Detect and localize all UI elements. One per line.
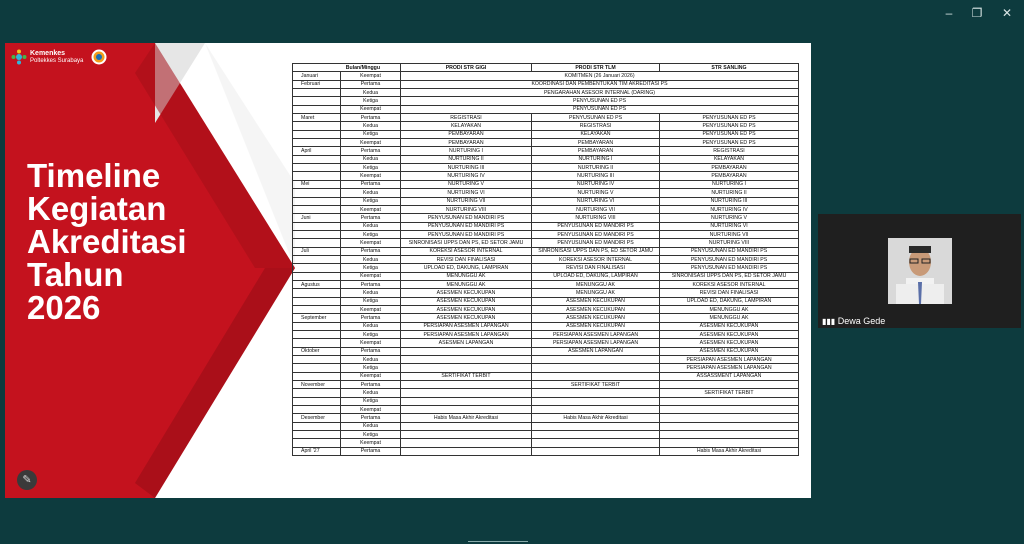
activity-cell [401, 364, 532, 372]
activity-cell: NURTURING VI [532, 197, 660, 205]
table-row [293, 264, 799, 272]
week-cell: Pertama [341, 114, 401, 122]
table-row [293, 180, 799, 188]
activity-cell [660, 422, 799, 430]
table-row [293, 122, 799, 130]
activity-cell [660, 414, 799, 422]
activity-cell: UPLOAD ED, DAKUNG, LAMPIRAN [401, 264, 532, 272]
activity-cell: REGISTRASI [532, 122, 660, 130]
participant-video-image [888, 238, 952, 304]
month-cell [293, 272, 341, 280]
month-cell: Agustus [293, 280, 341, 288]
month-cell [293, 372, 341, 380]
poltekkes-emblem-icon [90, 48, 108, 66]
week-cell: Pertama [341, 347, 401, 355]
activity-cell: PENYUSUNAN ED MANDIRI PS [660, 264, 799, 272]
month-cell [293, 197, 341, 205]
table-row [293, 280, 799, 288]
activity-cell: NURTURING V [401, 180, 532, 188]
table-row [293, 322, 799, 330]
month-cell [293, 222, 341, 230]
activity-cell: ASESMEN KECUKUPAN [532, 297, 660, 305]
table-row [293, 222, 799, 230]
table-row [293, 414, 799, 422]
activity-cell: PENYUSUNAN ED MANDIRI PS [532, 239, 660, 247]
activity-cell: NURTURING VII [660, 230, 799, 238]
month-cell [293, 255, 341, 263]
month-cell: Juni [293, 214, 341, 222]
month-cell: April [293, 147, 341, 155]
activity-cell: KELAYAKAN [660, 155, 799, 163]
activity-cell [660, 397, 799, 405]
month-cell: Februari [293, 80, 341, 88]
month-cell: April '27 [293, 447, 341, 455]
activity-cell [401, 406, 532, 414]
activity-cell [401, 422, 532, 430]
activity-cell: PENYUSUNAN ED MANDIRI PS [660, 255, 799, 263]
month-cell [293, 389, 341, 397]
window-maximize-button[interactable]: ❐ [971, 6, 983, 20]
week-cell: Keempat [341, 339, 401, 347]
kemenkes-logo-icon [11, 49, 27, 65]
activity-cell: ASESMEN KECUKUPAN [532, 314, 660, 322]
header-cell: Bulan/Minggu [293, 64, 401, 72]
table-row [293, 439, 799, 447]
table-row [293, 105, 799, 113]
week-cell: Pertama [341, 314, 401, 322]
activity-cell: PENYUSUNAN ED MANDIRI PS [401, 230, 532, 238]
table-row [293, 422, 799, 430]
table-row [293, 247, 799, 255]
activity-cell: Habis Masa Akhir Akreditasi [401, 414, 532, 422]
activity-cell: PEMBAYARAN [401, 139, 532, 147]
activity-cell: PERSIAPAN ASESMEN LAPANGAN [660, 356, 799, 364]
activity-cell: NURTURING VI [401, 189, 532, 197]
activity-cell [532, 447, 660, 455]
table-row [293, 305, 799, 313]
month-cell [293, 205, 341, 213]
activity-cell: MENUNGGU AK [401, 280, 532, 288]
table-row [293, 255, 799, 263]
activity-cell: NURTURING VIII [660, 239, 799, 247]
activity-cell [401, 447, 532, 455]
table-row [293, 314, 799, 322]
week-cell: Pertama [341, 381, 401, 389]
month-cell [293, 172, 341, 180]
activity-cell: PERSIAPAN ASESMEN LAPANGAN [532, 331, 660, 339]
shared-slide [5, 43, 811, 498]
table-row [293, 347, 799, 355]
month-cell: Juli [293, 247, 341, 255]
table-row [293, 130, 799, 138]
activity-cell: NURTURING III [660, 197, 799, 205]
activity-cell: PEMBAYARAN [532, 139, 660, 147]
activity-cell: PERSIAPAN ASESMEN LAPANGAN [532, 339, 660, 347]
table-row [293, 205, 799, 213]
logo-line1: Kemenkes [30, 49, 66, 57]
table-row [293, 230, 799, 238]
table-row [293, 372, 799, 380]
week-cell: Kedua [341, 89, 401, 97]
activity-cell [532, 406, 660, 414]
month-cell [293, 439, 341, 447]
table-row [293, 447, 799, 455]
activity-cell: KOREKSI ASESOR INTERNAL [660, 280, 799, 288]
month-cell [293, 331, 341, 339]
table-header-row [293, 64, 799, 72]
activity-cell: ASESMEN KECUKUPAN [401, 297, 532, 305]
activity-cell: ASSASSMENT LAPANGAN [660, 372, 799, 380]
activity-cell: KELAYAKAN [401, 122, 532, 130]
month-cell [293, 155, 341, 163]
week-cell: Kedua [341, 189, 401, 197]
activity-cell: SINRONISASI UPPS DAN PS, ED SETOR JAMU [401, 239, 532, 247]
activity-cell: KOREKSI ASESOR INTERNAL [401, 247, 532, 255]
week-cell: Keempat [341, 372, 401, 380]
week-cell: Ketiga [341, 197, 401, 205]
month-cell [293, 189, 341, 197]
activity-cell [401, 431, 532, 439]
activity-cell [401, 439, 532, 447]
month-cell [293, 322, 341, 330]
table-row [293, 431, 799, 439]
table-row [293, 356, 799, 364]
activity-cell: PENYUSUNAN ED PS [401, 97, 799, 105]
activity-cell [401, 381, 532, 389]
activity-cell: PEMBAYARAN [660, 164, 799, 172]
activity-cell [532, 364, 660, 372]
activity-cell [401, 356, 532, 364]
activity-cell [532, 356, 660, 364]
activity-cell [660, 381, 799, 389]
table-row [293, 147, 799, 155]
week-cell: Pertama [341, 147, 401, 155]
table-row [293, 164, 799, 172]
bottom-divider [468, 541, 528, 542]
timeline-table [292, 63, 799, 456]
month-cell [293, 289, 341, 297]
activity-cell: NURTURING II [401, 155, 532, 163]
week-cell: Kedua [341, 356, 401, 364]
activity-cell: KOREKSI ASESOR INTERNAL [532, 255, 660, 263]
month-cell [293, 89, 341, 97]
activity-cell: UPLOAD ED, DAKUNG, LAMPIRAN [532, 272, 660, 280]
activity-cell: PENYUSUNAN ED MANDIRI PS [532, 230, 660, 238]
table-row [293, 381, 799, 389]
activity-cell: NURTURING II [532, 164, 660, 172]
activity-cell: NURTURING VI [660, 222, 799, 230]
activity-cell: ASESMEN LAPANGAN [532, 347, 660, 355]
activity-cell: ASESMEN KECUKUPAN [401, 314, 532, 322]
edit-pen-icon[interactable]: ✎ [17, 470, 37, 490]
table-row [293, 406, 799, 414]
activity-cell: NURTURING VII [532, 205, 660, 213]
month-cell [293, 305, 341, 313]
month-cell: Januari [293, 72, 341, 80]
activity-cell: NURTURING VIII [532, 214, 660, 222]
week-cell: Keempat [341, 139, 401, 147]
activity-cell: MENUNGGU AK [401, 272, 532, 280]
activity-cell: PEMBAYARAN [401, 130, 532, 138]
activity-cell: ASESMEN KECUKUPAN [401, 305, 532, 313]
activity-cell: MENUNGGU AK [660, 314, 799, 322]
activity-cell [532, 431, 660, 439]
week-cell: Keempat [341, 272, 401, 280]
activity-cell: UPLOAD ED, DAKUNG, LAMPIRAN [660, 297, 799, 305]
activity-cell: PERSIAPAN ASESMEN LAPANGAN [401, 322, 532, 330]
activity-cell: PENYUSUNAN ED PS [660, 130, 799, 138]
activity-cell: MENUNGGU AK [532, 289, 660, 297]
activity-cell: ASESMEN KECUKUPAN [532, 322, 660, 330]
week-cell: Kedua [341, 155, 401, 163]
activity-cell: ASESMEN KECUKUPAN [660, 331, 799, 339]
kemenkes-logo [11, 48, 108, 66]
activity-cell [401, 397, 532, 405]
participant-video-tile[interactable] [818, 214, 1021, 328]
activity-cell: ASESMEN LAPANGAN [401, 339, 532, 347]
participant-name-label [822, 316, 885, 326]
activity-cell [532, 389, 660, 397]
week-cell: Kedua [341, 389, 401, 397]
table-row [293, 239, 799, 247]
month-cell [293, 139, 341, 147]
activity-cell: PENYUSUNAN ED MANDIRI PS [401, 222, 532, 230]
month-cell: Desember [293, 414, 341, 422]
week-cell: Ketiga [341, 130, 401, 138]
week-cell: Kedua [341, 289, 401, 297]
week-cell: Ketiga [341, 97, 401, 105]
month-cell: Maret [293, 114, 341, 122]
table-row [293, 214, 799, 222]
activity-cell: NURTURING I [401, 147, 532, 155]
activity-cell: NURTURING VII [401, 197, 532, 205]
logo-line2: Poltekkes Surabaya [30, 57, 84, 64]
week-cell: Ketiga [341, 230, 401, 238]
table-row [293, 89, 799, 97]
activity-cell: PENYUSUNAN ED PS [532, 114, 660, 122]
activity-cell: NURTURING V [660, 214, 799, 222]
activity-cell: KELAYAKAN [532, 130, 660, 138]
week-cell: Keempat [341, 205, 401, 213]
activity-cell: ASESMEN KECUKUPAN [660, 339, 799, 347]
activity-cell: PENYUSUNAN ED MANDIRI PS [660, 247, 799, 255]
participant-name: Dewa Gede [837, 316, 886, 326]
activity-cell: PEMBAYARAN [660, 172, 799, 180]
activity-cell: MENUNGGU AK [532, 280, 660, 288]
week-cell: Keempat [341, 172, 401, 180]
header-cell: PRODI STR TLM [532, 64, 660, 72]
week-cell: Keempat [341, 305, 401, 313]
activity-cell: KOORDINASI DAN PEMBENTUKAN TIM AKREDITASI PS [401, 80, 799, 88]
week-cell: Ketiga [341, 431, 401, 439]
table-row [293, 272, 799, 280]
slide-title: Timeline Kegiatan Akreditasi Tahun 2026 [27, 157, 187, 326]
month-cell [293, 264, 341, 272]
month-cell [293, 297, 341, 305]
table-row [293, 297, 799, 305]
week-cell: Pertama [341, 447, 401, 455]
week-cell: Kedua [341, 255, 401, 263]
table-row [293, 197, 799, 205]
activity-cell: PENYUSUNAN ED PS [401, 105, 799, 113]
month-cell [293, 406, 341, 414]
week-cell: Ketiga [341, 297, 401, 305]
month-cell: Mei [293, 180, 341, 188]
header-cell: PRODI STR GIGI [401, 64, 532, 72]
month-cell: November [293, 381, 341, 389]
activity-cell [401, 389, 532, 397]
activity-cell [660, 431, 799, 439]
week-cell: Kedua [341, 322, 401, 330]
table-row [293, 389, 799, 397]
month-cell [293, 230, 341, 238]
activity-cell: NURTURING II [660, 189, 799, 197]
week-cell: Keempat [341, 439, 401, 447]
window-minimize-button[interactable]: – [945, 6, 953, 20]
activity-cell [532, 422, 660, 430]
week-cell: Pertama [341, 247, 401, 255]
table-row [293, 339, 799, 347]
month-cell [293, 356, 341, 364]
table-row [293, 289, 799, 297]
activity-cell: PENYUSUNAN ED MANDIRI PS [401, 214, 532, 222]
signal-bars-icon: ▮▮▮ [822, 317, 836, 326]
week-cell: Keempat [341, 72, 401, 80]
activity-cell: SERTIFIKAT TERBIT [401, 372, 532, 380]
table-row [293, 364, 799, 372]
table-row [293, 97, 799, 105]
month-cell: September [293, 314, 341, 322]
table-row [293, 139, 799, 147]
week-cell: Keempat [341, 406, 401, 414]
table-row [293, 114, 799, 122]
activity-cell: KOMITMEN (26 Januari 2026) [401, 72, 799, 80]
activity-cell: NURTURING III [532, 172, 660, 180]
month-cell: Oktober [293, 347, 341, 355]
activity-cell: MENUNGGU AK [660, 305, 799, 313]
activity-cell [401, 347, 532, 355]
activity-cell: SERTIFIKAT TERBIT [660, 389, 799, 397]
activity-cell: REGISTRASI [401, 114, 532, 122]
activity-cell: NURTURING I [532, 155, 660, 163]
table-row [293, 172, 799, 180]
week-cell: Keempat [341, 105, 401, 113]
table-row [293, 155, 799, 163]
month-cell [293, 364, 341, 372]
month-cell [293, 339, 341, 347]
month-cell [293, 422, 341, 430]
activity-cell: NURTURING V [532, 189, 660, 197]
week-cell: Pertama [341, 214, 401, 222]
week-cell: Ketiga [341, 397, 401, 405]
activity-cell: PERSIAPAN ASESMEN LAPANGAN [401, 331, 532, 339]
header-cell: STR SANLING [660, 64, 799, 72]
activity-cell: Habis Masa Akhir Akreditasi [660, 447, 799, 455]
week-cell: Ketiga [341, 331, 401, 339]
table-row [293, 80, 799, 88]
week-cell: Ketiga [341, 364, 401, 372]
activity-cell: NURTURING IV [401, 172, 532, 180]
activity-cell: NURTURING I [660, 180, 799, 188]
activity-cell: PENYUSUNAN ED MANDIRI PS [532, 222, 660, 230]
activity-cell: PENYUSUNAN ED PS [660, 139, 799, 147]
activity-cell [532, 439, 660, 447]
month-cell [293, 130, 341, 138]
activity-cell [532, 397, 660, 405]
activity-cell: REGISTRASI [660, 147, 799, 155]
activity-cell: ASESMEN KECUKUPAN [660, 347, 799, 355]
week-cell: Ketiga [341, 264, 401, 272]
activity-cell: PEMBAYARAN [532, 147, 660, 155]
activity-cell: NURTURING III [401, 164, 532, 172]
month-cell [293, 97, 341, 105]
activity-cell: PERSIAPAN ASESMEN LAPANGAN [660, 364, 799, 372]
month-cell [293, 431, 341, 439]
month-cell [293, 239, 341, 247]
activity-cell [660, 439, 799, 447]
activity-cell: PENYUSUNAN ED PS [660, 114, 799, 122]
activity-cell: REVISI DAN FINALISASI [660, 289, 799, 297]
activity-cell: SINRONISASI UPPS DAN PS, ED SETOR JAMU [532, 247, 660, 255]
week-cell: Pertama [341, 280, 401, 288]
activity-cell: NURTURING IV [660, 205, 799, 213]
month-cell [293, 397, 341, 405]
window-close-button[interactable]: ✕ [1001, 6, 1013, 20]
activity-cell: PENYUSUNAN ED PS [660, 122, 799, 130]
activity-cell: NURTURING VIII [401, 205, 532, 213]
week-cell: Pertama [341, 80, 401, 88]
activity-cell: ASESMEN KECUKUPAN [401, 289, 532, 297]
week-cell: Pertama [341, 414, 401, 422]
month-cell [293, 164, 341, 172]
activity-cell: PENGARAHAN ASESOR INTERNAL (DARING) [401, 89, 799, 97]
activity-cell: NURTURING IV [532, 180, 660, 188]
month-cell [293, 122, 341, 130]
week-cell: Ketiga [341, 164, 401, 172]
activity-cell [660, 406, 799, 414]
activity-cell: Habis Masa Akhir Akreditasi [532, 414, 660, 422]
week-cell: Kedua [341, 222, 401, 230]
table-row [293, 72, 799, 80]
activity-cell: ASESMEN KECUKUPAN [660, 322, 799, 330]
activity-cell: ASESMEN KECUKUPAN [532, 305, 660, 313]
activity-cell: SINRONISASI UPPS DAN PS, ED SETOR JAMU [660, 272, 799, 280]
activity-cell: REVISI DAN FINALISASI [532, 264, 660, 272]
activity-cell: REVISI DAN FINALISASI [401, 255, 532, 263]
week-cell: Kedua [341, 422, 401, 430]
activity-cell: SERTIFIKAT TERBIT [532, 381, 660, 389]
week-cell: Kedua [341, 122, 401, 130]
month-cell [293, 105, 341, 113]
week-cell: Keempat [341, 239, 401, 247]
week-cell: Pertama [341, 180, 401, 188]
activity-cell [532, 372, 660, 380]
table-row [293, 189, 799, 197]
table-row [293, 331, 799, 339]
table-row [293, 397, 799, 405]
